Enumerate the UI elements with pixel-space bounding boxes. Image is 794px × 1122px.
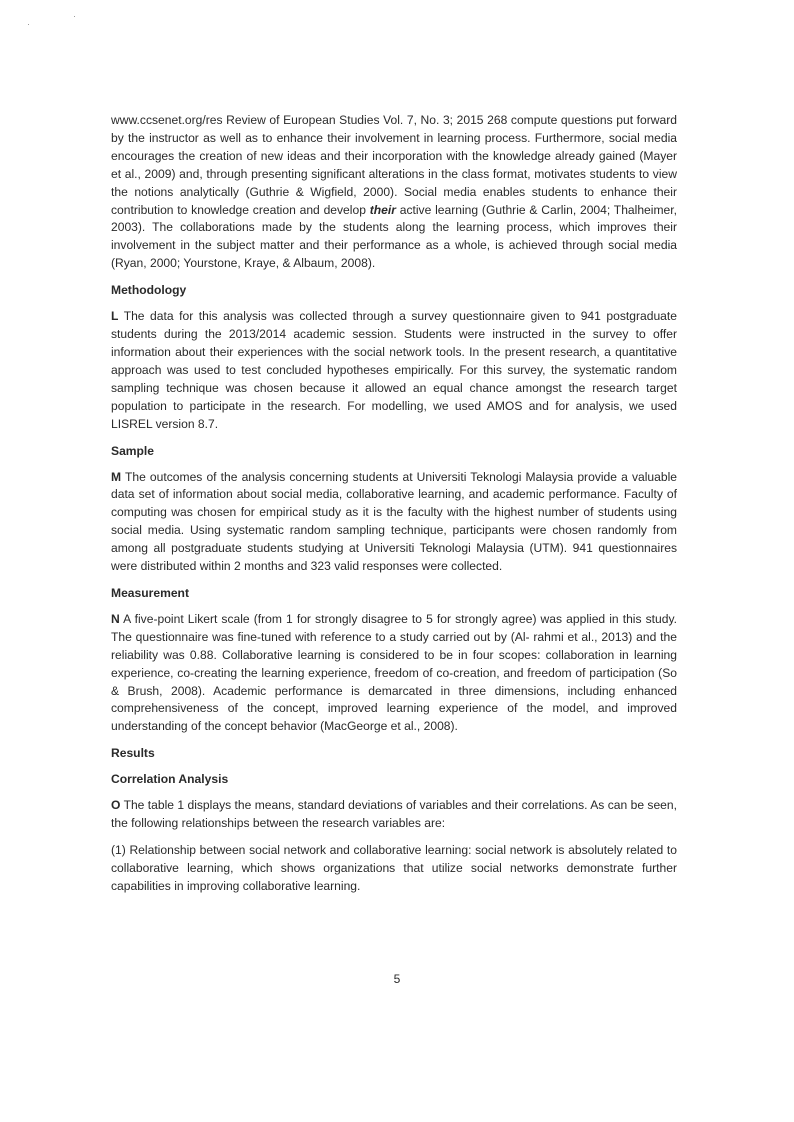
sample-lead-letter: M (111, 469, 122, 484)
scan-speck (74, 16, 75, 17)
intro-text-end: active learning (Guthrie & Carlin, 2004; Thalheimer, 2003). The collaborations made by the students along the learning process, which improves their involvement in the subject matter and their performance as a whole, is achieved through social media (Ryan, 2000; Yourstone, Kraye, & Albaum, 2008). (111, 202, 677, 271)
sample-paragraph (111, 469, 677, 576)
intro-emphasis: their (369, 202, 396, 217)
page-body (111, 112, 677, 896)
relationship-1-paragraph: (1) Relationship between social network and collaborative learning: social network is absolutely related to collaborative learning, which shows organizations that utilize social networks demonstrate further capabilities in improving collaborative learning. (111, 843, 677, 893)
intro-paragraph (111, 112, 677, 273)
page-number: 5 (393, 972, 401, 986)
sample-heading: Sample (111, 443, 155, 458)
methodology-paragraph (111, 308, 677, 433)
measurement-paragraph (111, 611, 677, 736)
measurement-lead-letter: N (111, 611, 120, 626)
correlation-text: The table 1 displays the means, standard deviations of variables and their correlations. As can be seen, the following relationships between the research variables are: (111, 798, 677, 831)
measurement-text: A five-point Likert scale (from 1 for strongly disagree to 5 for strongly agree) was applied in this study. The questionnaire was fine-tuned with reference to a study carried out by (Al- rahmi et al., 2013) and the reliability was 0.88. Collaborative learning is considered to be in four scopes: collaboration in learning experience, co-creating the learning experience, freedom of co-creation, and freedom of participation (So & Brush, 2008). Academic performance is demarcated in three dimensions, including enhanced comprehensiveness of the concept, improved learning experience of the model, and improved understanding of the concept behavior (MacGeorge et al., 2008). (111, 611, 677, 734)
correlation-heading: Correlation Analysis (111, 772, 229, 787)
intro-text-start: www.ccsenet.org/res Review of European Studies Vol. 7, No. 3; 2015 268 compute questions put forward by the instructor as well as to enhance their involvement in learning process. Furthermore, social media encourages the creation of new ideas and their incorporation with the knowledge already gained (Mayer et al., 2009) and, through presenting significant alterations in the class format, motivates students to view the notions analytically (Guthrie & Wigfield, 2000). Social media enables students to enhance their contribution to knowledge creation and develop (111, 113, 677, 217)
methodology-text: The data for this analysis was collected through a survey questionnaire given to 941 postgraduate students during the 2013/2014 academic session. Students were instructed in the survey to offer information about their experiences with the social network tools. In the present research, a quantitative approach was used to test concluded hypotheses empirically. For this survey, the systematic random sampling technique was chosen because it allowed an equal chance amongst the research target population to participate in the research. For modelling, we used AMOS and for analysis, we used LISREL version 8.7. (111, 309, 677, 431)
sample-text: The outcomes of the analysis concerning students at Universiti Teknologi Malaysia provide a valuable data set of information about social media, collaborative learning, and academic performance. Faculty of computing was chosen for empirical study as it is the faculty with the highest number of students using social media. Using systematic random sampling technique, participants were chosen randomly from among all postgraduate students studying at Universiti Teknologi Malaysia (UTM). 941 questionnaires were distributed within 2 months and 323 valid responses were collected. (111, 469, 677, 574)
scan-speck (28, 24, 29, 25)
methodology-heading: Methodology (111, 283, 187, 298)
methodology-lead-letter: L (111, 309, 119, 324)
correlation-paragraph (111, 797, 677, 833)
correlation-lead-letter: O (111, 798, 121, 813)
results-heading: Results (111, 746, 155, 761)
measurement-heading: Measurement (111, 585, 189, 600)
